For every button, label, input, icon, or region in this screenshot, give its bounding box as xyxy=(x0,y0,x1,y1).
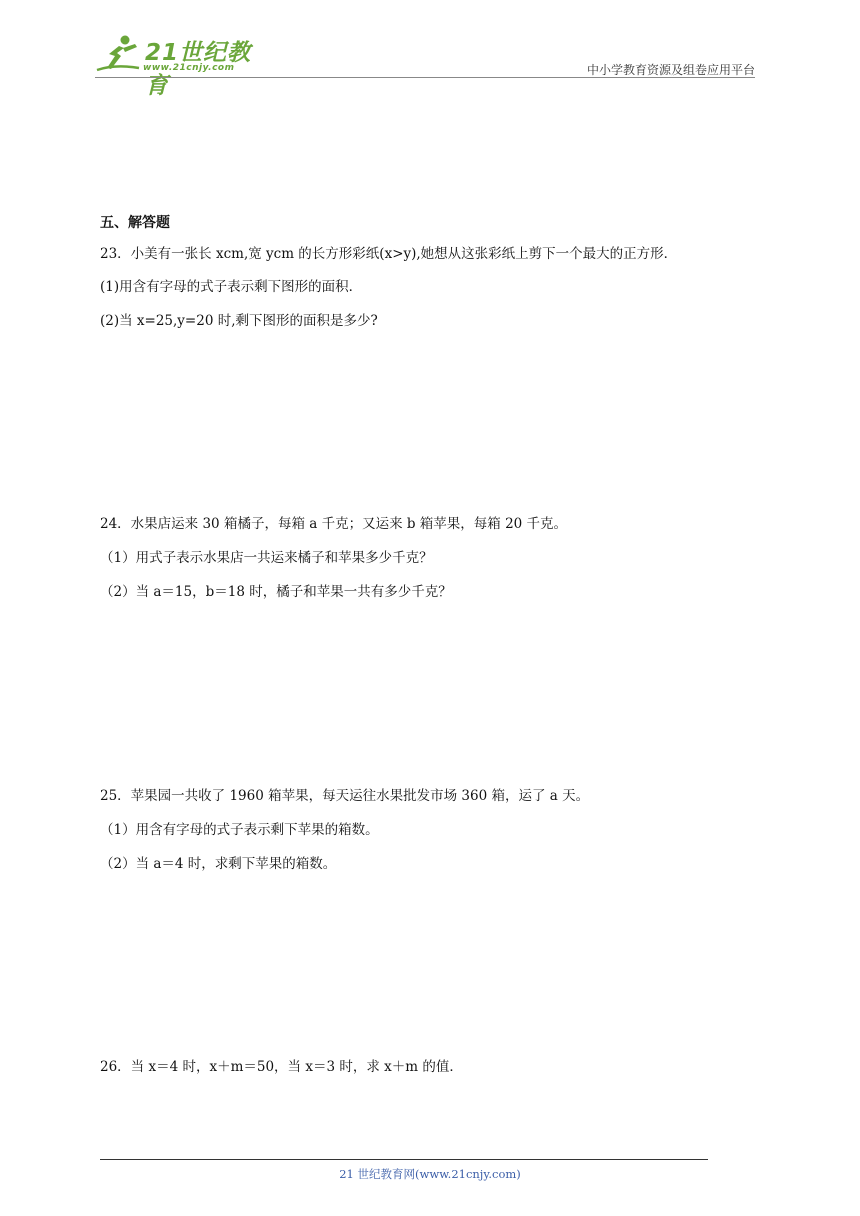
question-26-stem: 26．当 x＝4 时，x＋m＝50，当 x＝3 时，求 x＋m 的值． xyxy=(100,1059,463,1075)
question-25-part-2: （2）当 a＝4 时，求剩下苹果的箱数。 xyxy=(100,856,337,872)
question-24-part-2: （2）当 a＝15，b＝18 时，橘子和苹果一共有多少千克？ xyxy=(100,584,452,600)
question-24-part-1: （1）用式子表示水果店一共运来橘子和苹果多少千克？ xyxy=(100,550,433,566)
question-24-stem: 24．水果店运来 30 箱橘子，每箱 a 千克；又运来 b 箱苹果，每箱 20 千克。 xyxy=(100,516,568,532)
header-divider xyxy=(95,77,755,78)
footer-divider xyxy=(100,1159,708,1160)
question-23-stem: 23．小美有一张长 xcm,宽 ycm 的长方形彩纸(x>y),她想从这张彩纸上剪下一个最大的正方形． xyxy=(100,246,678,262)
section-title: 五、解答题 xyxy=(100,215,170,231)
platform-tagline: 中小学教育资源及组卷应用平台 xyxy=(586,63,755,77)
logo xyxy=(95,32,265,99)
page-header xyxy=(0,0,860,99)
footer-text: 21 世纪教育网(www.21cnjy.com) xyxy=(339,1167,521,1181)
runner-logo-icon xyxy=(95,34,141,74)
question-25-part-1: （1）用含有字母的式子表示剩下苹果的箱数。 xyxy=(100,822,379,838)
logo-url: www.21cnjy.com xyxy=(143,63,235,73)
question-23-part-1: (1)用含有字母的式子表示剩下图形的面积． xyxy=(100,279,363,295)
logo-text: 21世纪教育 xyxy=(145,40,252,99)
question-25-stem: 25．苹果园一共收了 1960 箱苹果，每天运往水果批发市场 360 箱，运了 a 天。 xyxy=(100,788,590,804)
question-23-part-2: (2)当 x=25,y=20 时,剩下图形的面积是多少? xyxy=(100,313,378,329)
